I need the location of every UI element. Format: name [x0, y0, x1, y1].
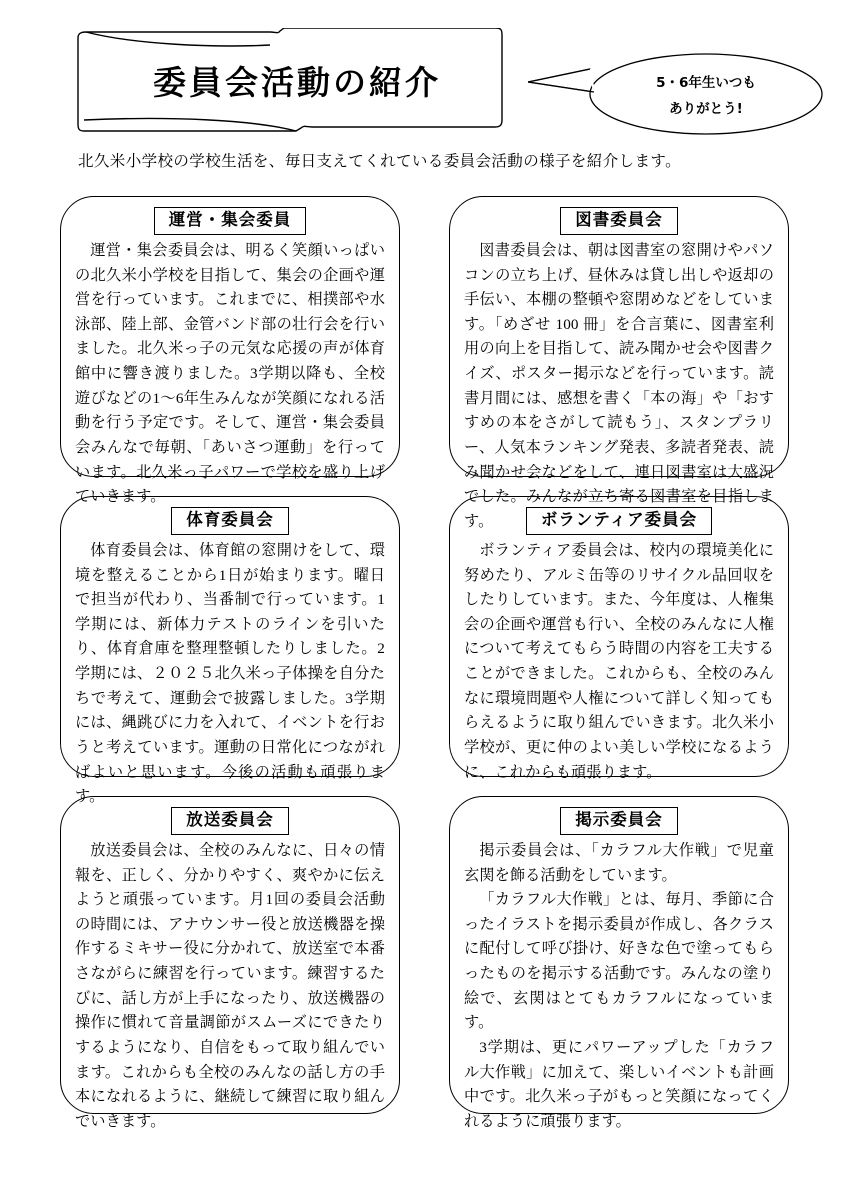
card-paragraph: 運営・集会委員会は、明るく笑顔いっぱいの北久米小学校を目指して、集会の企画や運営を行っています。これまでに、相撲部や水泳部、陸上部、金管バンド部の壮行会を行いました。北久米っ子の元気な応援の声が体育館中に響き渡りました。3学期以降も、全校遊びなどの1～6年生みんなが笑顔になれる活動を行う予定です。そして、運営・集会委員会みんなで毎朝、「あいさつ運動」を行っています。北久米っ子パワーで学校を盛り上げていきます。 — [75, 241, 385, 506]
page-title: 委員会活動の紹介 — [153, 62, 441, 102]
committee-card-volunteer — [449, 496, 789, 781]
card-paragraph: 掲示委員会は、「カラフル大作戦」で児童玄関を飾る活動をしています。 — [464, 841, 774, 884]
card-title-badge: 放送委員会 — [171, 807, 289, 835]
card-title-badge: 体育委員会 — [171, 507, 289, 535]
card-body — [464, 539, 774, 785]
committee-card-hoso — [60, 796, 400, 1130]
committee-card-taiiku — [60, 496, 400, 806]
card-title-badge: 運営・集会委員 — [154, 207, 307, 235]
card-title-badge: 図書委員会 — [560, 207, 678, 235]
committee-card-keiji — [449, 796, 789, 1130]
card-title-badge: 掲示委員会 — [560, 807, 678, 835]
committee-card-unei — [60, 196, 400, 506]
card-paragraph: ボランティア委員会は、校内の環境美化に努めたり、アルミ缶等のリサイクル品回収をしたりしています。また、今年度は、人権集会の企画や運営も行い、全校のみんなに人権について考えてもらう時間の内容を工夫することができました。これからも、全校のみんなに環境問題や人権について詳しく知ってもらえるように取り組んでいきます。北久米小学校が、更に仲のよい美しい学校になるように、これからも頑張ります。 — [464, 541, 774, 781]
card-body — [75, 239, 385, 510]
card-row-3 — [60, 796, 789, 1130]
committee-card-grid — [60, 196, 789, 1130]
intro-paragraph: 北久米小学校の学校生活を、毎日支えてくれている委員会活動の様子を紹介します。 — [78, 153, 681, 170]
card-paragraph: 体育委員会は、体育館の窓開けをして、環境を整えることから1日が始まります。曜日で担当が代わり、当番制で行っています。1学期には、新体力テストのラインを引いたり、体育倉庫を整理整頓したりしました。2学期には、２０２５北久米っ子体操を自分たちで考えて、運動会で披露しました。3学期には、縄跳びに力を入れて、イベントを行おうと考えています。運動の日常化につながればよいと思います。今後の活動も頑張ります。 — [75, 541, 385, 806]
card-paragraph: 放送委員会は、全校のみんなに、日々の情報を、正しく、分かりやすく、爽やかに伝えようと頑張っています。月1回の委員会活動の時間には、アナウンサー役と放送機器を操作するミキサー役に分かれて、放送室で本番さながらに練習を行っています。練習するたびに、話し方が上手になったり、放送機器の操作に慣れて音量調節がスムーズにできたりするようになり、自信をもって取り組んでいます。これからも全校のみんなの話し方の手本になれるように、継続して練習に取り組んでいきます。 — [75, 841, 385, 1130]
page-header — [0, 0, 849, 145]
bubble-text — [594, 60, 818, 128]
card-body — [75, 839, 385, 1135]
card-paragraph: 3学期は、更にパワーアップした「カラフル大作戦」に加えて、楽しいイベントも計画中です。北久米っ子がもっと笑顔になってくれるように頑張ります。 — [464, 1038, 774, 1130]
card-title-badge: ボランティア委員会 — [526, 507, 712, 535]
card-paragraph: 図書委員会は、朝は図書室の窓開けやパソコンの立ち上げ、昼休みは貸し出しや返却の手伝い、本棚の整頓や窓閉めなどをしています。「めざせ 100 冊」を合言葉に、図書室利用の向上を目指して、読み聞かせ会や図書クイズ、ポスター掲示などを行っています。読書月間には、感想を書く「本の海」や「おすすめの本をさがして読もう」、スタンプラリー、人気本ランキング発表、多読者発表、読み聞かせ会などをして、連日図書室は大盛況でした。みんなが立ち寄る図書室を目指します。 — [464, 241, 774, 530]
bubble-line-1: 5・6年生いつも — [656, 75, 756, 91]
card-paragraph: 「カラフル大作戦」とは、毎月、季節に合ったイラストを掲示委員が作成し、各クラスに配付して呼び掛け、好きな色で塗ってもらったものを掲示する活動です。みんなの塗り絵で、玄関はとてもカラフルになっています。 — [464, 891, 774, 1032]
card-row-2 — [60, 496, 789, 806]
thank-you-speech-bubble — [528, 52, 828, 136]
card-body — [464, 839, 774, 1135]
title-ribbon — [72, 28, 504, 132]
bubble-line-2: ありがとう! — [669, 101, 743, 117]
card-body — [75, 539, 385, 810]
card-body — [464, 239, 774, 535]
